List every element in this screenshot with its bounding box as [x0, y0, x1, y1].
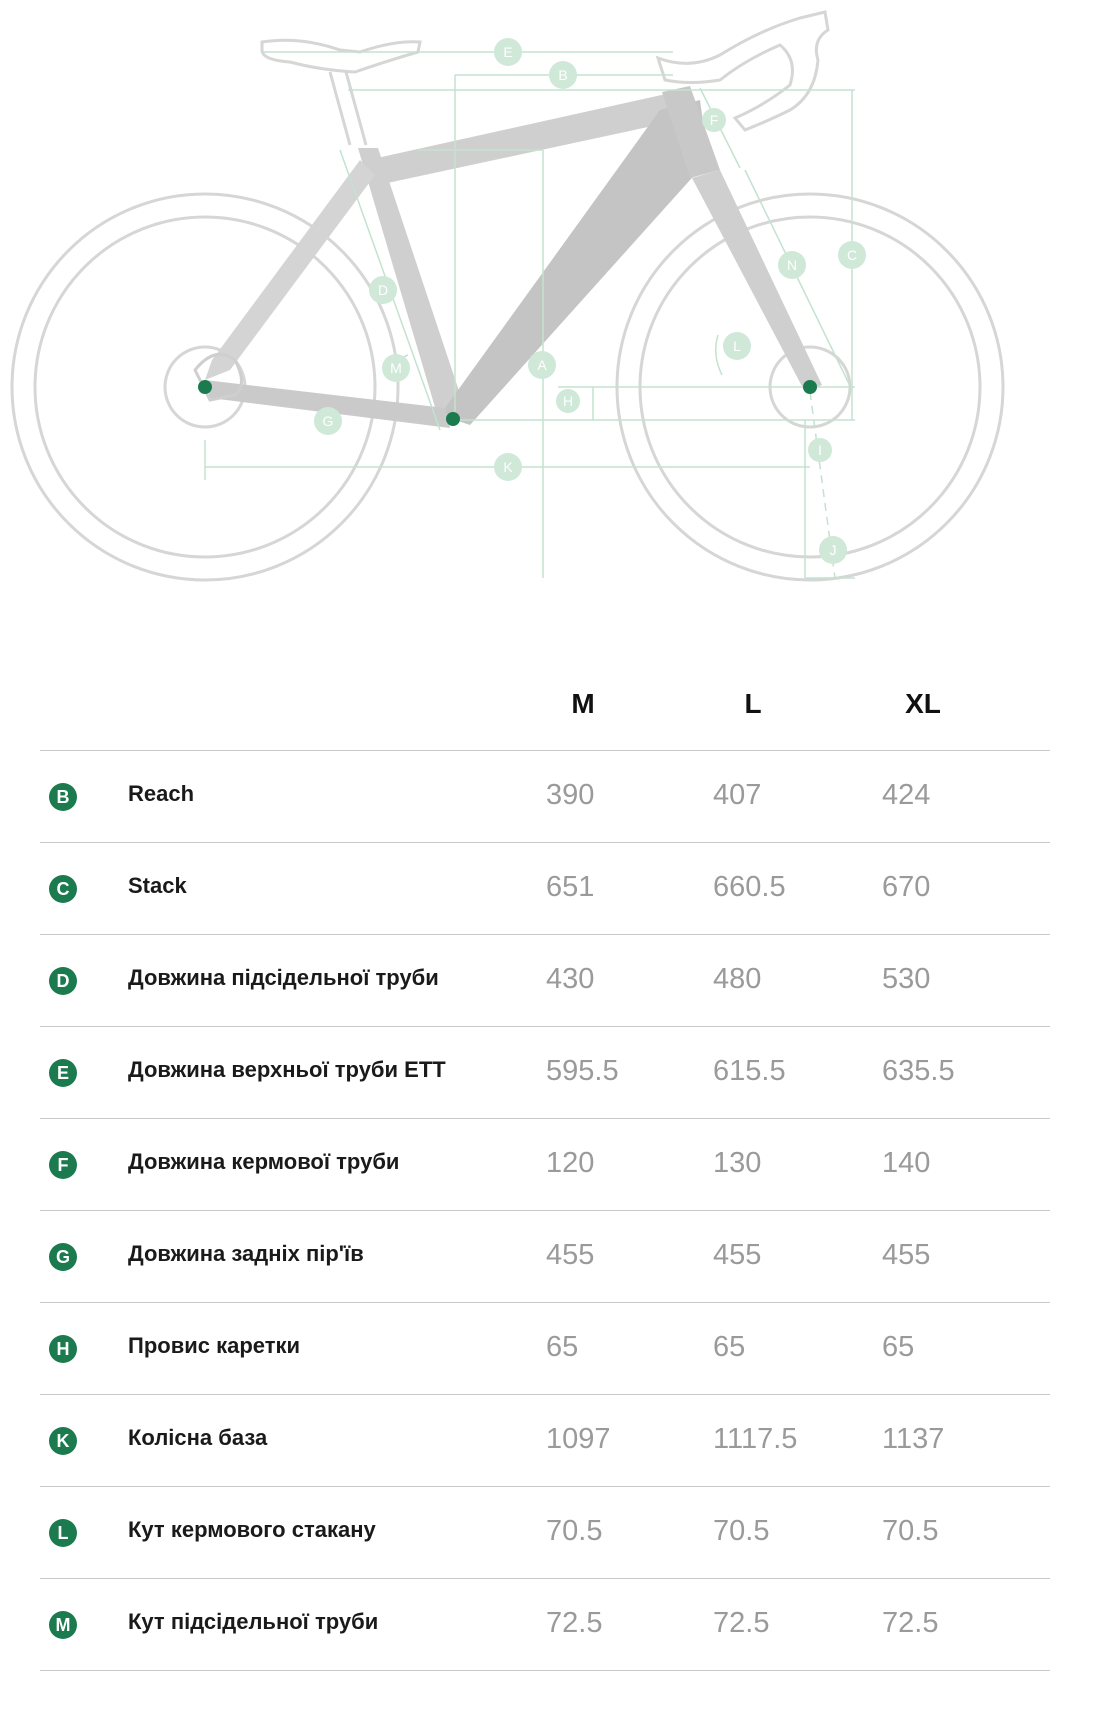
label-m: M: [390, 360, 402, 376]
value-l: 130: [713, 1147, 762, 1179]
label-n: N: [786, 257, 798, 273]
row-code-badge: G: [49, 1243, 77, 1271]
value-m: 70.5: [546, 1515, 603, 1547]
row-code-badge: H: [49, 1335, 77, 1363]
table-row-stack: [40, 843, 1050, 935]
label-h: H: [562, 393, 574, 409]
value-m: 390: [546, 779, 595, 811]
row-label: Довжина підсідельної труби: [128, 965, 439, 990]
bike-geometry-diagram: [0, 0, 1117, 640]
value-xl: 70.5: [882, 1515, 939, 1547]
value-l: 72.5: [713, 1607, 770, 1639]
value-xl: 455: [882, 1239, 931, 1271]
table-row-wheelbase: [40, 1395, 1050, 1487]
label-d: D: [377, 282, 389, 298]
row-label: Довжина верхньої труби ETT: [128, 1057, 446, 1082]
table-row-head-angle: [40, 1487, 1050, 1579]
value-xl: 140: [882, 1147, 931, 1179]
row-label: Кут підсідельної труби: [128, 1609, 379, 1634]
row-label: Провис каретки: [128, 1333, 301, 1358]
value-m: 65: [546, 1331, 579, 1363]
geometry-table: [40, 660, 1050, 1671]
size-header-l: L: [744, 688, 762, 719]
value-l: 65: [713, 1331, 746, 1363]
saddle: [262, 40, 420, 145]
value-m: 455: [546, 1239, 595, 1271]
row-code-badge: F: [49, 1151, 77, 1179]
label-l: L: [733, 338, 741, 354]
label-i: I: [818, 442, 822, 458]
value-l: 615.5: [713, 1055, 786, 1087]
table-row-reach: [40, 751, 1050, 843]
row-label: Stack: [128, 873, 187, 898]
size-header-xl: XL: [905, 688, 941, 719]
table-row-chainstay: [40, 1211, 1050, 1303]
rear-axle-dot: [198, 380, 212, 394]
row-label: Reach: [128, 781, 195, 806]
label-b: B: [558, 67, 568, 83]
label-a: A: [537, 357, 547, 373]
value-l: 1117.5: [713, 1423, 798, 1455]
value-xl: 424: [882, 779, 931, 811]
table-row-head-tube: [40, 1119, 1050, 1211]
value-m: 651: [546, 871, 595, 903]
row-code-badge: E: [49, 1059, 77, 1087]
row-label: Кут кермового стакану: [128, 1517, 376, 1542]
value-l: 455: [713, 1239, 762, 1271]
frame: [195, 86, 822, 428]
bike-geometry-svg: [0, 0, 1117, 640]
label-g: G: [322, 413, 334, 429]
value-xl: 635.5: [882, 1055, 955, 1087]
row-code-badge: L: [49, 1519, 77, 1547]
row-code-badge: D: [49, 967, 77, 995]
label-k: K: [503, 459, 513, 475]
size-header-row: [40, 660, 1050, 751]
value-m: 430: [546, 963, 595, 995]
table-row-bb-drop: [40, 1303, 1050, 1395]
value-xl: 670: [882, 871, 931, 903]
value-l: 660.5: [713, 871, 786, 903]
value-m: 120: [546, 1147, 595, 1179]
label-e: E: [503, 44, 513, 60]
row-label: Довжина кермової труби: [128, 1149, 400, 1174]
table-row-seat-tube: [40, 935, 1050, 1027]
bottom-bracket-dot: [446, 412, 460, 426]
label-c: C: [846, 247, 858, 263]
value-m: 72.5: [546, 1607, 603, 1639]
row-label: Довжина задніх пір'їв: [128, 1241, 364, 1266]
value-l: 480: [713, 963, 762, 995]
value-l: 407: [713, 779, 762, 811]
row-code-badge: M: [49, 1611, 77, 1639]
row-code-badge: C: [49, 875, 77, 903]
table-row-top-tube: [40, 1027, 1050, 1119]
value-m: 1097: [546, 1423, 611, 1455]
table-row-seat-angle: [40, 1579, 1050, 1671]
value-xl: 530: [882, 963, 931, 995]
size-header-m: M: [571, 688, 595, 719]
front-axle-dot: [803, 380, 817, 394]
label-j: J: [829, 542, 837, 558]
value-l: 70.5: [713, 1515, 770, 1547]
value-m: 595.5: [546, 1055, 619, 1087]
label-f: F: [709, 112, 719, 128]
value-xl: 72.5: [882, 1607, 939, 1639]
value-xl: 1137: [882, 1423, 945, 1455]
value-xl: 65: [882, 1331, 915, 1363]
row-code-badge: B: [49, 783, 77, 811]
row-label: Колісна база: [128, 1425, 268, 1450]
row-code-badge: K: [49, 1427, 77, 1455]
